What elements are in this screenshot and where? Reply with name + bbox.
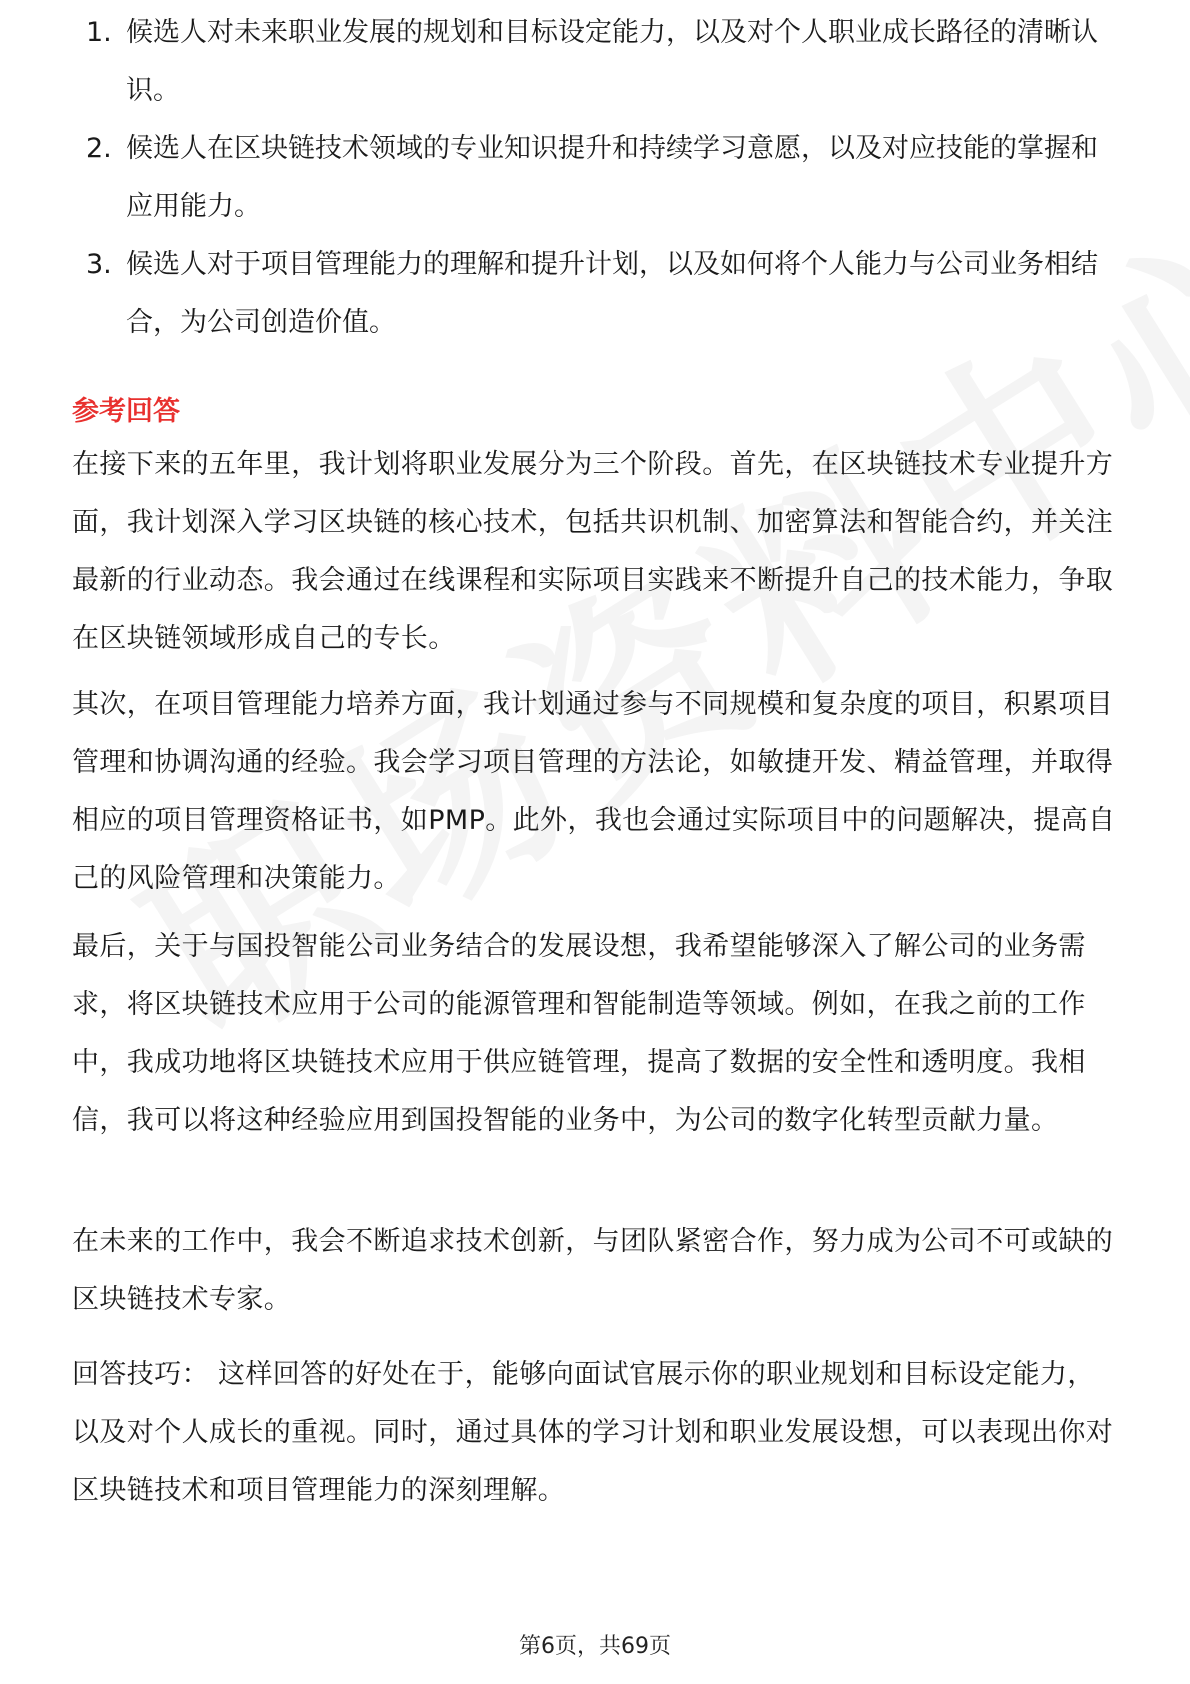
criteria-list [72,17,1122,352]
list-item-text: 候选人对未来职业发展的规划和目标设定能力，以及对个人职业成长路径的清晰认识。 [126,17,1098,106]
list-item [72,4,1122,120]
page-number: 第6页，共69页 [519,1634,671,1659]
list-number: 3. [86,249,112,280]
list-item-text: 候选人对于项目管理能力的理解和提升计划，以及如何将个人能力与公司业务相结合，为公司创造价值。 [126,249,1098,338]
section-title: 参考回答 [72,396,180,427]
answer-paragraph-3: 最后，关于与国投智能公司业务结合的发展设想，我希望能够深入了解公司的业务需求，将区块链技术应用于公司的能源管理和智能制造等领域。例如，在我之前的工作中，我成功地将区块链技术应用于供应链管理，提高了数据的安全性和透明度。我相信，我可以将这种经验应用到国投智能的业务中，为公司的数字化转型贡献力量。 [72,931,1086,1136]
list-number: 1. [86,17,112,48]
list-item [72,236,1122,352]
answer-paragraph-1: 在接下来的五年里，我计划将职业发展分为三个阶段。首先，在区块链技术专业提升方面，我计划深入学习区块链的核心技术，包括共识机制、加密算法和智能合约，并关注最新的行业动态。我会通过在线课程和实际项目实践来不断提升自己的技术能力，争取在区块链领域形成自己的专长。 [72,449,1114,654]
list-item-text: 候选人在区块链技术领域的专业知识提升和持续学习意愿，以及对应技能的掌握和应用能力。 [126,133,1098,222]
answer-tips-paragraph: 回答技巧： 这样回答的好处在于，能够向面试官展示你的职业规划和目标设定能力，以及对个人成长的重视。同时，通过具体的学习计划和职业发展设想，可以表现出你对区块链技术和项目管理能力的深刻理解。 [72,1359,1114,1506]
list-item [72,120,1122,236]
answer-paragraph-4: 在未来的工作中，我会不断追求技术创新，与团队紧密合作，努力成为公司不可或缺的区块链技术专家。 [72,1226,1114,1315]
answer-paragraph-2: 其次，在项目管理能力培养方面，我计划通过参与不同规模和复杂度的项目，积累项目管理和协调沟通的经验。我会学习项目管理的方法论，如敏捷开发、精益管理，并取得相应的项目管理资格证书，如PMP。此外，我也会通过实际项目中的问题解决，提高自己的风险管理和决策能力。 [72,689,1116,894]
list-number: 2. [86,133,112,164]
